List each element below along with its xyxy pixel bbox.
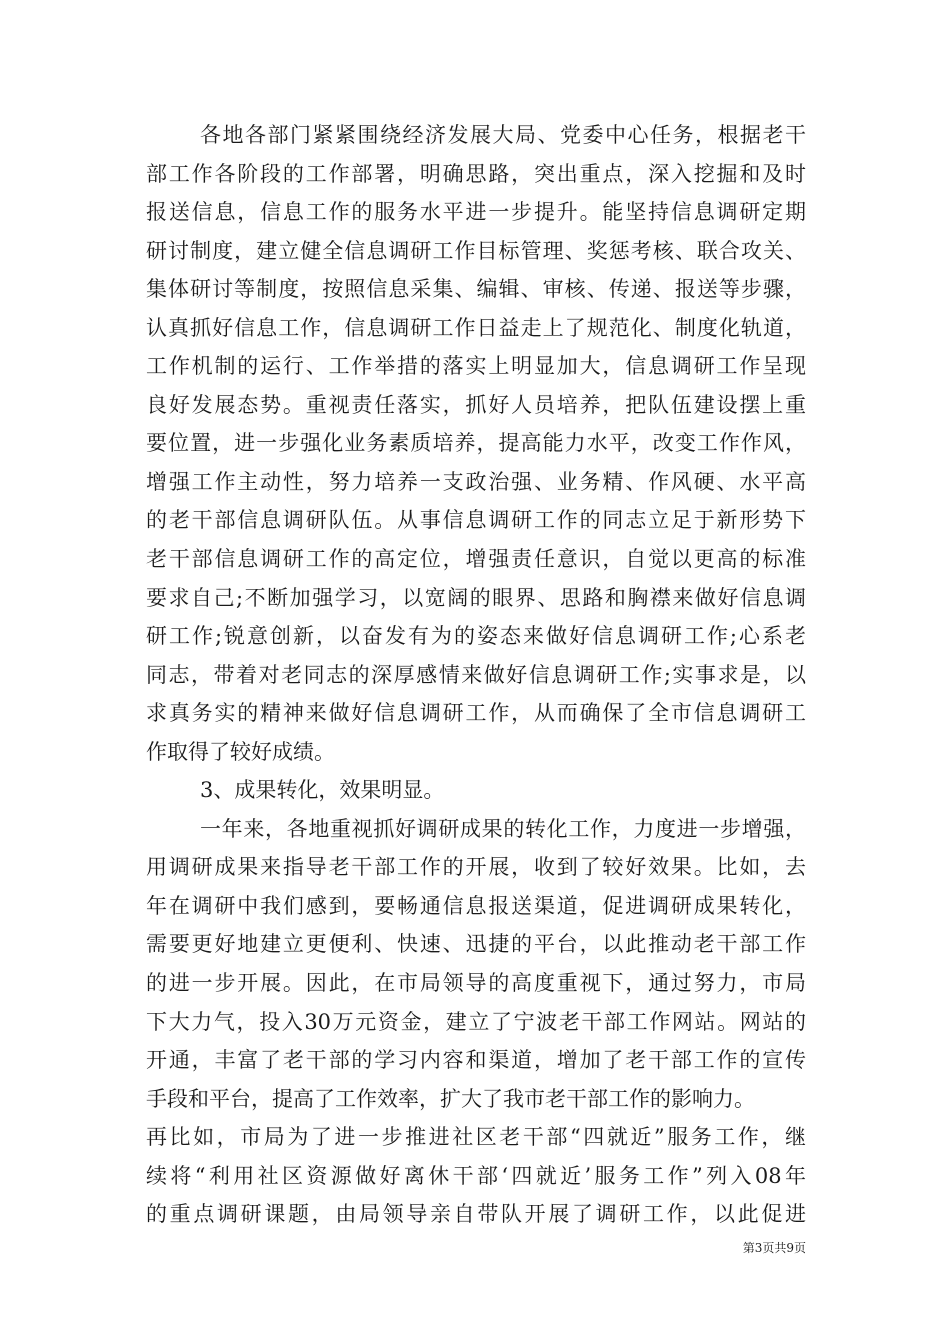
text-line: 求真务实的精神来做好信息调研工作，从而确保了全市信息调研工	[146, 701, 806, 726]
text-line: 作取得了较好成绩。	[146, 739, 335, 764]
text-line: 的老干部信息调研队伍。从事信息调研工作的同志立足于新形势下	[146, 508, 806, 533]
text-line: 工作机制的运行、工作举措的落实上明显加大，信息调研工作呈现	[146, 354, 806, 379]
body-text	[146, 116, 806, 1234]
text-line: 需要更好地建立更便利、快速、迅捷的平台，以此推动老干部工作	[146, 932, 806, 957]
text-line: 再比如，市局为了进一步推进社区老干部“四就近”服务工作，继	[146, 1125, 806, 1150]
text-line: 良好发展态势。重视责任落实，抓好人员培养，把队伍建设摆上重	[146, 392, 806, 417]
text-line: 用调研成果来指导老干部工作的开展，收到了较好效果。比如，去	[146, 855, 806, 880]
text-line: 开通，丰富了老干部的学习内容和渠道，增加了老干部工作的宣传	[146, 1048, 806, 1073]
text-line: 要求自己;不断加强学习，以宽阔的眼界、思路和胸襟来做好信息调	[146, 585, 806, 610]
text-line: 的进一步开展。因此，在市局领导的高度重视下，通过努力，市局	[146, 971, 806, 996]
text-line: 认真抓好信息工作，信息调研工作日益走上了规范化、制度化轨道，	[146, 315, 806, 340]
text-line: 集体研讨等制度，按照信息采集、编辑、审核、传递、报送等步骤，	[146, 277, 806, 302]
text-line: 报送信息，信息工作的服务水平进一步提升。能坚持信息调研定期	[146, 200, 806, 225]
text-line: 一年来，各地重视抓好调研成果的转化工作，力度进一步增强，	[200, 816, 806, 841]
text-line: 要位置，进一步强化业务素质培养，提高能力水平，改变工作作风，	[146, 431, 806, 456]
text-line: 年在调研中我们感到，要畅通信息报送渠道，促进调研成果转化，	[146, 893, 806, 918]
text-line: 研讨制度，建立健全信息调研工作目标管理、奖惩考核、联合攻关、	[146, 238, 806, 263]
text-line: 部工作各阶段的工作部署，明确思路，突出重点，深入挖掘和及时	[146, 161, 806, 186]
page-number: 第3页共9页	[742, 1241, 806, 1255]
text-line: 手段和平台，提高了工作效率，扩大了我市老干部工作的影响力。	[146, 1086, 755, 1111]
text-line: 研工作;锐意创新，以奋发有为的姿态来做好信息调研工作;心系老	[146, 624, 806, 649]
text-line: 3、成果转化，效果明显。	[200, 778, 445, 803]
text-line: 下大力气，投入30万元资金，建立了宁波老干部工作网站。网站的	[146, 1009, 806, 1034]
text-line: 各地各部门紧紧围绕经济发展大局、党委中心任务，根据老干	[200, 123, 806, 147]
text-line: 同志，带着对老同志的深厚感情来做好信息调研工作;实事求是，以	[146, 662, 806, 687]
text-line: 老干部信息调研工作的高定位，增强责任意识，自觉以更高的标准	[146, 547, 806, 572]
text-line: 增强工作主动性，努力培养一支政治强、业务精、作风硬、水平高	[146, 469, 806, 494]
text-line: 的重点调研课题，由局领导亲自带队开展了调研工作，以此促进	[146, 1202, 806, 1227]
text-line: 续将“利用社区资源做好离休干部‘四就近’服务工作”列入08年	[146, 1163, 806, 1188]
